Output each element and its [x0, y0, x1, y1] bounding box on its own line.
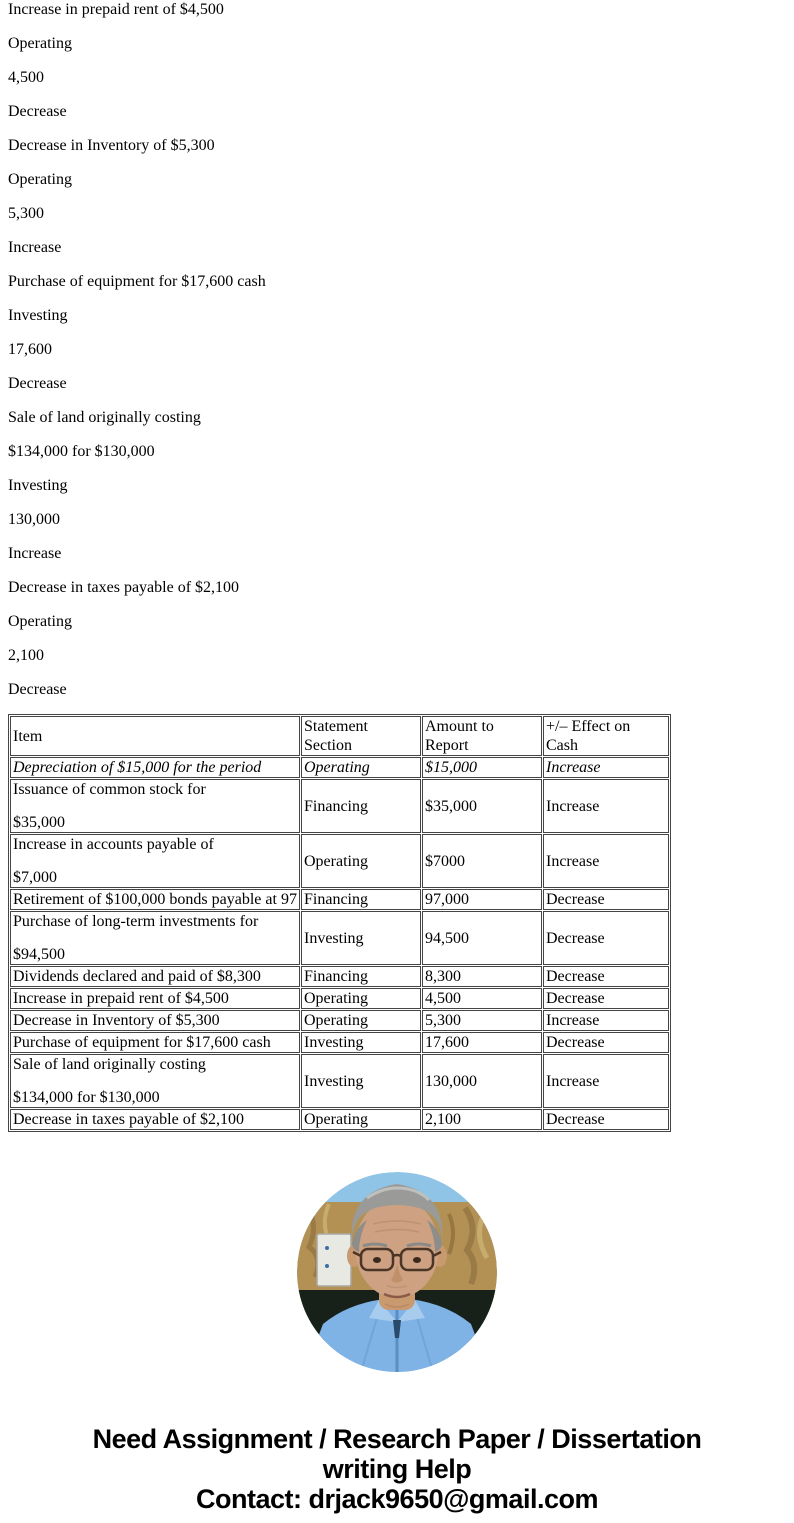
cell-item: [10, 1032, 300, 1053]
cell-text: Depreciation of $15,000 for the period: [13, 759, 262, 776]
cell-amount: $35,000: [422, 779, 542, 833]
cell-item: [10, 834, 300, 888]
table-row: [10, 1032, 669, 1053]
qa-line: Increase in prepaid rent of $4,500: [8, 1, 224, 18]
qa-line: Investing: [8, 477, 68, 494]
cell-text: $134,000 for $130,000: [13, 1089, 160, 1106]
qa-line: Decrease: [8, 681, 67, 698]
table-row: [10, 988, 669, 1009]
qa-line: Sale of land originally costing: [8, 409, 201, 426]
cell-text: Decrease in Inventory of $5,300: [13, 1012, 220, 1029]
table-row: [10, 834, 669, 888]
person-photo: [297, 1172, 497, 1372]
qa-line: Decrease: [8, 375, 67, 392]
qa-line: Decrease: [8, 103, 67, 120]
cell-section: Operating: [301, 988, 421, 1009]
cell-text: Dividends declared and paid of $8,300: [13, 968, 261, 985]
qa-line: 4,500: [8, 69, 44, 86]
table-row: [10, 757, 669, 778]
footer-line: writing Help: [322, 1454, 472, 1484]
cell-effect: Increase: [543, 779, 669, 833]
header-statement-section: Statement Section: [301, 716, 421, 756]
cell-amount: 97,000: [422, 889, 542, 910]
qa-line: Decrease in Inventory of $5,300: [8, 137, 215, 154]
cell-text: Purchase of long-term investments for: [13, 913, 259, 930]
cell-item: [10, 889, 300, 910]
cell-item: [10, 757, 300, 778]
cell-effect: Decrease: [543, 1109, 669, 1130]
cell-effect: Increase: [543, 1010, 669, 1031]
cell-amount: $15,000: [422, 757, 542, 778]
cell-amount: $7000: [422, 834, 542, 888]
cell-text: $35,000: [13, 814, 65, 831]
cell-section: Investing: [301, 1032, 421, 1053]
cell-section: Financing: [301, 889, 421, 910]
cell-section: Financing: [301, 966, 421, 987]
qa-lines: [0, 0, 794, 699]
table-row: [10, 911, 669, 965]
qa-line: Increase: [8, 239, 62, 256]
cell-amount: 8,300: [422, 966, 542, 987]
cell-item: [10, 988, 300, 1009]
cell-item: [10, 1010, 300, 1031]
cell-text: Sale of land originally costing: [13, 1056, 206, 1073]
cell-section: Operating: [301, 1010, 421, 1031]
cell-text: Increase in accounts payable of: [13, 836, 214, 853]
header-item: Item: [10, 716, 300, 756]
qa-line: 17,600: [8, 341, 52, 358]
table-row: [10, 966, 669, 987]
qa-line: Operating: [8, 171, 72, 188]
avatar-container: [0, 1172, 794, 1372]
cell-amount: 5,300: [422, 1010, 542, 1031]
cell-effect: Increase: [543, 834, 669, 888]
cell-text: Retirement of $100,000 bonds payable at 97: [13, 891, 297, 908]
cell-item: [10, 779, 300, 833]
cell-item: [10, 966, 300, 987]
qa-line: Decrease in taxes payable of $2,100: [8, 579, 240, 596]
cell-section: Investing: [301, 911, 421, 965]
cell-section: Operating: [301, 757, 421, 778]
cell-section: Operating: [301, 1109, 421, 1130]
table-header-row: [10, 716, 669, 756]
footer-line: Need Assignment / Research Paper / Dissertation: [92, 1424, 702, 1454]
qa-line: Investing: [8, 307, 68, 324]
cell-effect: Increase: [543, 1054, 669, 1108]
table-row: [10, 1109, 669, 1130]
cell-effect: Decrease: [543, 889, 669, 910]
cell-text: Decrease in taxes payable of $2,100: [13, 1111, 245, 1128]
cell-section: Financing: [301, 779, 421, 833]
table-row: [10, 1054, 669, 1108]
cell-text: $94,500: [13, 946, 65, 963]
cell-section: Investing: [301, 1054, 421, 1108]
cell-amount: 130,000: [422, 1054, 542, 1108]
qa-line: Operating: [8, 613, 72, 630]
qa-line: Operating: [8, 35, 72, 52]
qa-line: $134,000 for $130,000: [8, 443, 155, 460]
cell-text: Purchase of equipment for $17,600 cash: [13, 1034, 271, 1051]
cell-text: $7,000: [13, 869, 57, 886]
cell-effect: Decrease: [543, 988, 669, 1009]
cell-text: Issuance of common stock for: [13, 781, 206, 798]
cell-amount: 2,100: [422, 1109, 542, 1130]
qa-line: Increase: [8, 545, 62, 562]
qa-line: 5,300: [8, 205, 44, 222]
qa-line: 130,000: [8, 511, 60, 528]
footer-contact-line: Contact: drjack9650@gmail.com: [196, 1484, 598, 1514]
cell-item: [10, 911, 300, 965]
header-effect: +/– Effect on Cash: [543, 716, 669, 756]
cell-amount: 17,600: [422, 1032, 542, 1053]
cell-effect: Decrease: [543, 966, 669, 987]
cash-flow-table: [8, 714, 671, 1132]
cell-effect: Decrease: [543, 911, 669, 965]
cell-amount: 94,500: [422, 911, 542, 965]
cell-effect: Decrease: [543, 1032, 669, 1053]
cell-effect: Increase: [543, 757, 669, 778]
table-row: [10, 889, 669, 910]
cell-item: [10, 1109, 300, 1130]
header-amount: Amount to Report: [422, 716, 542, 756]
cell-amount: 4,500: [422, 988, 542, 1009]
table-row: [10, 1010, 669, 1031]
qa-line: Purchase of equipment for $17,600 cash: [8, 273, 266, 290]
cell-text: Increase in prepaid rent of $4,500: [13, 990, 229, 1007]
footer-text: [0, 1424, 794, 1514]
qa-line: 2,100: [8, 647, 44, 664]
cell-section: Operating: [301, 834, 421, 888]
table-row: [10, 779, 669, 833]
cell-item: [10, 1054, 300, 1108]
